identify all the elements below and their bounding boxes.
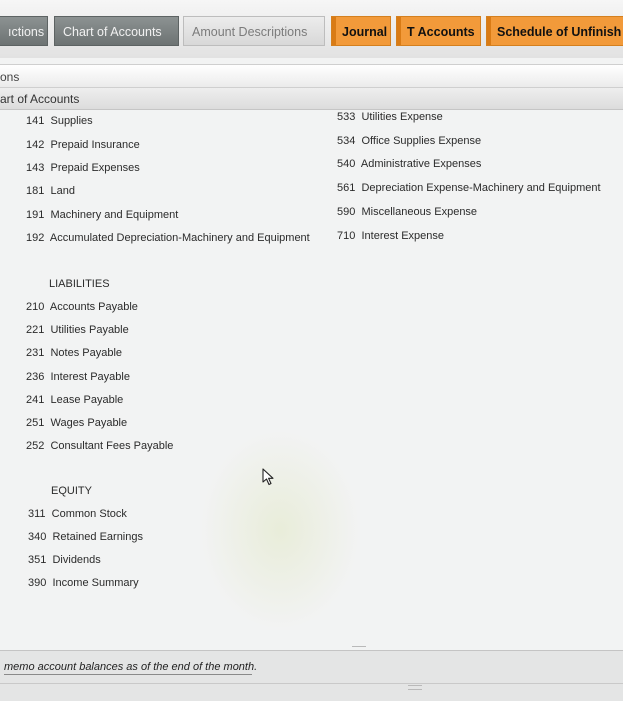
account-number: 181 xyxy=(26,185,45,197)
account-name: Interest Expense xyxy=(361,230,445,242)
account-number: 590 xyxy=(337,206,356,218)
account-534 xyxy=(337,135,481,147)
account-name: Administrative Expenses xyxy=(360,158,482,170)
account-241 xyxy=(26,394,123,406)
account-number: 143 xyxy=(26,162,45,174)
account-number: 221 xyxy=(26,324,45,336)
account-181 xyxy=(26,185,75,197)
account-231 xyxy=(26,347,122,359)
account-143 xyxy=(26,162,140,174)
account-number: 191 xyxy=(26,209,45,221)
account-311 xyxy=(28,508,127,520)
account-340 xyxy=(28,531,143,543)
account-590 xyxy=(337,206,477,218)
account-number: 142 xyxy=(26,139,45,151)
account-name: Machinery and Equipment xyxy=(50,209,179,221)
account-number: 252 xyxy=(26,440,45,452)
account-name: Retained Earnings xyxy=(52,531,143,543)
account-name: Prepaid Expenses xyxy=(50,162,140,174)
tab-schedule-of-unfinished[interactable]: Schedule of Unfinish xyxy=(486,16,623,46)
account-number: 231 xyxy=(26,347,45,359)
account-540 xyxy=(337,158,481,170)
account-number: 710 xyxy=(337,230,356,242)
account-number: 534 xyxy=(337,135,356,147)
account-name: Lease Payable xyxy=(50,394,124,406)
account-351 xyxy=(28,554,101,566)
account-name: Land xyxy=(50,185,75,197)
account-141 xyxy=(26,115,93,127)
account-name: Supplies xyxy=(50,115,93,127)
account-name: Office Supplies Expense xyxy=(361,135,482,147)
account-192 xyxy=(26,232,310,244)
account-number: 192 xyxy=(26,232,45,244)
account-number: 141 xyxy=(26,115,45,127)
account-name: Utilities Expense xyxy=(361,111,443,123)
account-number: 340 xyxy=(28,531,47,543)
tab-t-accounts[interactable]: T Accounts xyxy=(396,16,481,46)
account-number: 561 xyxy=(337,182,356,194)
account-name: Wages Payable xyxy=(50,417,128,429)
account-number: 210 xyxy=(26,301,45,313)
account-number: 390 xyxy=(28,577,47,589)
account-710 xyxy=(337,230,444,242)
account-number: 533 xyxy=(337,111,356,123)
footer-note: memo account balances as of the end of the month. xyxy=(4,661,258,673)
footer-panel xyxy=(0,650,623,701)
account-name: Utilities Payable xyxy=(50,324,129,336)
account-name: Consultant Fees Payable xyxy=(50,440,174,452)
account-251 xyxy=(26,417,127,429)
account-name: Dividends xyxy=(52,554,101,566)
divider xyxy=(0,683,623,684)
account-number: 351 xyxy=(28,554,47,566)
tab-chart-of-accounts[interactable]: Chart of Accounts xyxy=(54,16,179,46)
account-561 xyxy=(337,182,601,194)
screen-glare xyxy=(200,430,360,630)
account-number: 311 xyxy=(28,508,46,520)
account-191 xyxy=(26,209,178,221)
account-236 xyxy=(26,371,130,383)
account-name: Interest Payable xyxy=(50,371,130,383)
tab-instructions[interactable]: ıctions xyxy=(0,16,48,46)
account-name: Accounts Payable xyxy=(49,301,138,313)
account-number: 241 xyxy=(26,394,45,406)
account-name: Miscellaneous Expense xyxy=(361,206,478,218)
account-number: 540 xyxy=(337,158,356,170)
account-name: Common Stock xyxy=(51,508,127,520)
tab-journal[interactable]: Journal xyxy=(331,16,391,46)
account-name: Prepaid Insurance xyxy=(50,139,140,151)
account-390 xyxy=(28,577,139,589)
account-210 xyxy=(26,301,138,313)
chart-of-accounts-header: art of Accounts xyxy=(0,88,623,110)
account-name: Notes Payable xyxy=(50,347,123,359)
section-header: ons xyxy=(0,64,623,88)
account-name: Income Summary xyxy=(52,577,139,589)
resize-handle-bottom[interactable] xyxy=(408,685,422,690)
account-name: Depreciation Expense-Machinery and Equipment xyxy=(361,182,601,194)
account-142 xyxy=(26,139,140,151)
account-number: 236 xyxy=(26,371,45,383)
equity-heading: EQUITY xyxy=(51,485,92,497)
account-name: Accumulated Depreciation-Machinery and Equipment xyxy=(49,232,310,244)
account-221 xyxy=(26,324,129,336)
liabilities-heading: LIABILITIES xyxy=(49,278,110,290)
tab-amount-descriptions[interactable]: Amount Descriptions xyxy=(183,16,325,46)
account-533 xyxy=(337,111,443,123)
mouse-cursor-icon xyxy=(262,468,276,491)
tab-bar xyxy=(0,0,623,59)
account-252 xyxy=(26,440,173,452)
account-number: 251 xyxy=(26,417,45,429)
